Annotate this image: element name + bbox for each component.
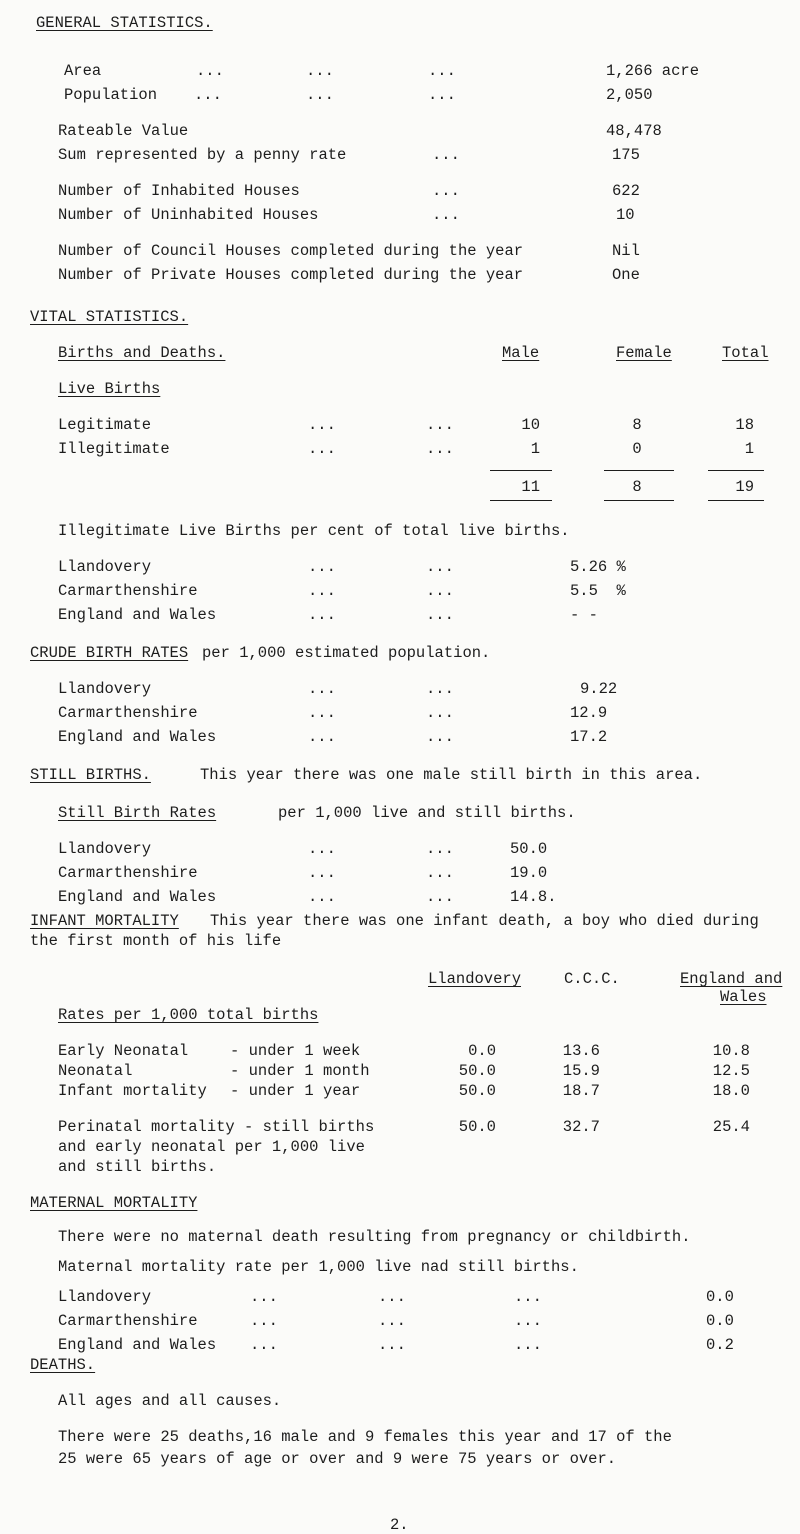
dots: ...: [426, 440, 454, 458]
maternal-row-value: 0.0: [706, 1288, 734, 1306]
illeg-row-label: Llandovery: [58, 558, 152, 576]
deaths-text-line2: 25 were 65 years of age or over and 9 were 75 years or over.: [58, 1450, 617, 1468]
dots: ...: [308, 680, 336, 698]
dots: ...: [308, 840, 336, 858]
dots: ...: [428, 62, 456, 80]
area-label: Area: [64, 62, 102, 80]
crude-row-value: 12.9: [570, 704, 608, 722]
dots: ...: [306, 86, 334, 104]
dots: ...: [308, 864, 336, 882]
still-row-value: 19.0: [510, 864, 548, 882]
perinatal-label-line1: Perinatal mortality - still births: [58, 1118, 375, 1136]
col-england-wales-line1: England and: [680, 970, 783, 988]
legitimate-female: 8: [632, 416, 642, 434]
dots: ...: [426, 864, 454, 882]
infant-row-label: Neonatal: [58, 1062, 133, 1080]
maternal-row-value: 0.0: [706, 1312, 734, 1330]
dots: ...: [426, 728, 454, 746]
dots: ...: [432, 206, 460, 224]
infant-row-ccc: 13.6: [562, 1042, 600, 1060]
penny-rate-value: 175: [612, 146, 640, 164]
infant-row-ew: 10.8: [712, 1042, 750, 1060]
crude-row-value: 9.22: [580, 680, 618, 698]
illeg-row-label: Carmarthenshire: [58, 582, 198, 600]
page-number: 2.: [390, 1516, 409, 1534]
dots: ...: [514, 1288, 542, 1306]
col-female: Female: [616, 344, 672, 362]
dots: ...: [308, 888, 336, 906]
col-england-wales-line2: Wales: [720, 988, 767, 1006]
col-ccc: C.C.C.: [564, 970, 620, 988]
crude-row-label: Carmarthenshire: [58, 704, 198, 722]
infant-row-ccc: 15.9: [562, 1062, 600, 1080]
still-birth-rates-heading: Still Birth Rates: [58, 804, 217, 822]
dots: ...: [308, 416, 336, 434]
col-total: Total: [722, 344, 769, 362]
dots: ...: [426, 888, 454, 906]
still-row-value: 14.8.: [510, 888, 557, 906]
vital-statistics-heading: VITAL STATISTICS.: [30, 308, 189, 326]
infant-row-desc: - under 1 year: [230, 1082, 361, 1100]
deaths-subheading: All ages and all causes.: [58, 1392, 282, 1410]
maternal-row-label: England and Wales: [58, 1336, 217, 1354]
dots: ...: [306, 62, 334, 80]
general-statistics-heading: GENERAL STATISTICS.: [36, 14, 213, 32]
total-rule-male: [490, 470, 552, 471]
dots: ...: [378, 1312, 406, 1330]
illegitimate-female: 0: [632, 440, 642, 458]
total-underline-female: [604, 500, 674, 501]
dots: ...: [432, 182, 460, 200]
infant-row-llandovery: 0.0: [468, 1042, 496, 1060]
illeg-row-value: 5.5 %: [570, 582, 626, 600]
dots: ...: [378, 1288, 406, 1306]
infant-row-ccc: 18.7: [562, 1082, 600, 1100]
perinatal-llandovery: 50.0: [458, 1118, 496, 1136]
still-row-label: Carmarthenshire: [58, 864, 198, 882]
dots: ...: [428, 86, 456, 104]
col-llandovery: Llandovery: [428, 970, 522, 988]
live-births-heading: Live Births: [58, 380, 161, 398]
perinatal-label-line3: and still births.: [58, 1158, 217, 1176]
births-deaths-heading: Births and Deaths.: [58, 344, 226, 362]
dots: ...: [308, 582, 336, 600]
dots: ...: [196, 62, 224, 80]
maternal-row-label: Carmarthenshire: [58, 1312, 198, 1330]
infant-row-llandovery: 50.0: [458, 1062, 496, 1080]
dots: ...: [308, 704, 336, 722]
maternal-rate-heading: Maternal mortality rate per 1,000 live nad still births.: [58, 1258, 579, 1276]
uninhabited-houses-value: 10: [616, 206, 635, 224]
still-row-label: England and Wales: [58, 888, 217, 906]
maternal-row-value: 0.2: [706, 1336, 734, 1354]
infant-row-ew: 12.5: [712, 1062, 750, 1080]
crude-birth-rates-heading-rest: per 1,000 estimated population.: [202, 644, 491, 662]
legitimate-male: 10: [521, 416, 540, 434]
maternal-row-label: Llandovery: [58, 1288, 152, 1306]
council-houses-value: Nil: [612, 242, 640, 260]
still-row-value: 50.0: [510, 840, 548, 858]
legitimate-total: 18: [735, 416, 754, 434]
rateable-value-label: Rateable Value: [58, 122, 189, 140]
dots: ...: [426, 704, 454, 722]
population-label: Population: [64, 86, 158, 104]
population-value: 2,050: [606, 86, 653, 104]
uninhabited-houses-label: Number of Uninhabited Houses: [58, 206, 319, 224]
dots: ...: [426, 558, 454, 576]
still-births-heading: STILL BIRTHS.: [30, 766, 151, 784]
total-underline-male: [490, 500, 552, 501]
deaths-heading: DEATHS.: [30, 1356, 96, 1374]
dots: ...: [194, 86, 222, 104]
total-male: 11: [521, 478, 540, 496]
dots: ...: [426, 840, 454, 858]
dots: ...: [378, 1336, 406, 1354]
dots: ...: [308, 558, 336, 576]
illeg-row-value: - -: [570, 606, 598, 624]
illegitimate-percent-heading: Illegitimate Live Births per cent of total live births.: [58, 522, 570, 540]
dots: ...: [308, 606, 336, 624]
rateable-value: 48,478: [606, 122, 662, 140]
still-births-text: This year there was one male still birth in this area.: [200, 766, 703, 784]
legitimate-label: Legitimate: [58, 416, 152, 434]
dots: ...: [514, 1312, 542, 1330]
infant-mortality-text-line1: This year there was one infant death, a boy who died during: [210, 912, 759, 930]
infant-mortality-heading: INFANT MORTALITY: [30, 912, 179, 930]
dots: ...: [250, 1336, 278, 1354]
inhabited-houses-label: Number of Inhabited Houses: [58, 182, 300, 200]
total-rule-female: [604, 470, 674, 471]
dots: ...: [308, 728, 336, 746]
maternal-text: There were no maternal death resulting from pregnancy or childbirth.: [58, 1228, 691, 1246]
infant-row-label: Infant mortality: [58, 1082, 207, 1100]
maternal-mortality-heading: MATERNAL MORTALITY: [30, 1194, 198, 1212]
deaths-text-line1: There were 25 deaths,16 male and 9 females this year and 17 of the: [58, 1428, 672, 1446]
perinatal-ew: 25.4: [712, 1118, 750, 1136]
perinatal-ccc: 32.7: [562, 1118, 600, 1136]
infant-row-desc: - under 1 week: [230, 1042, 361, 1060]
total-female: 8: [632, 478, 642, 496]
illegitimate-label: Illegitimate: [58, 440, 170, 458]
infant-row-desc: - under 1 month: [230, 1062, 370, 1080]
inhabited-houses-value: 622: [612, 182, 640, 200]
still-birth-rates-heading-rest: per 1,000 live and still births.: [278, 804, 576, 822]
council-houses-label: Number of Council Houses completed during the year: [58, 242, 524, 260]
illegitimate-total: 1: [744, 440, 754, 458]
crude-row-label: England and Wales: [58, 728, 217, 746]
illeg-row-value: 5.26 %: [570, 558, 626, 576]
dots: ...: [426, 606, 454, 624]
dots: ...: [426, 416, 454, 434]
infant-row-label: Early Neonatal: [58, 1042, 189, 1060]
dots: ...: [432, 146, 460, 164]
total-rule-total: [708, 470, 764, 471]
private-houses-value: One: [612, 266, 640, 284]
crude-row-label: Llandovery: [58, 680, 152, 698]
illeg-row-label: England and Wales: [58, 606, 217, 624]
illegitimate-male: 1: [530, 440, 540, 458]
dots: ...: [514, 1336, 542, 1354]
infant-rates-heading: Rates per 1,000 total births: [58, 1006, 319, 1024]
dots: ...: [426, 680, 454, 698]
perinatal-label-line2: and early neonatal per 1,000 live: [58, 1138, 365, 1156]
private-houses-label: Number of Private Houses completed during the year: [58, 266, 524, 284]
crude-row-value: 17.2: [570, 728, 608, 746]
total-underline-total: [708, 500, 764, 501]
col-male: Male: [502, 344, 540, 362]
dots: ...: [426, 582, 454, 600]
dots: ...: [250, 1288, 278, 1306]
dots: ...: [250, 1312, 278, 1330]
crude-birth-rates-heading: CRUDE BIRTH RATES: [30, 644, 189, 662]
infant-row-ew: 18.0: [712, 1082, 750, 1100]
total-total: 19: [735, 478, 754, 496]
dots: ...: [308, 440, 336, 458]
still-row-label: Llandovery: [58, 840, 152, 858]
penny-rate-label: Sum represented by a penny rate: [58, 146, 347, 164]
infant-mortality-text-line2: the first month of his life: [30, 932, 282, 950]
infant-row-llandovery: 50.0: [458, 1082, 496, 1100]
area-value: 1,266 acre: [606, 62, 700, 80]
